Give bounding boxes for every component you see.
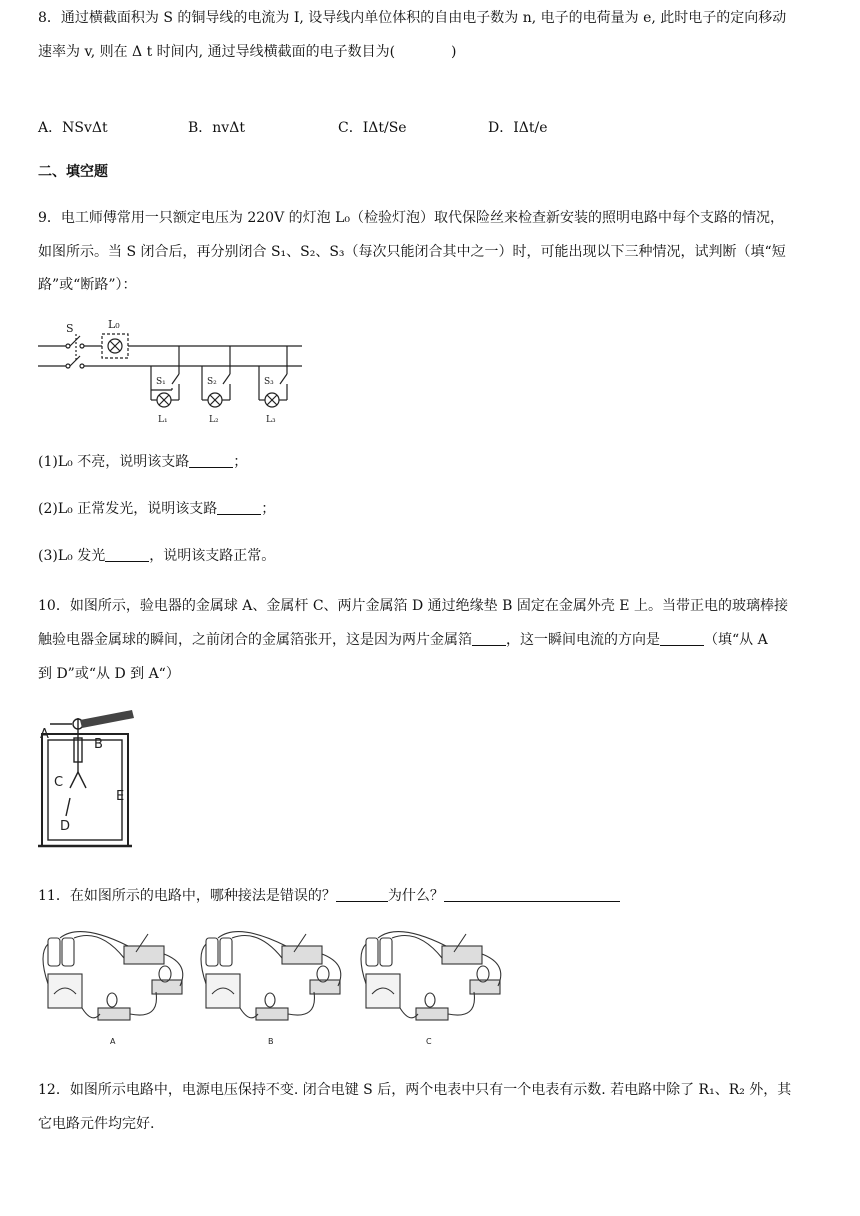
q12-line1: 12．如图所示电路中，电源电压保持不变. 闭合电键 S 后，两个电表中只有一个电表有示数. 若电路中除了 R₁、R₂ 外，其 — [38, 1082, 792, 1098]
blank[interactable] — [660, 629, 704, 646]
blank[interactable] — [217, 498, 261, 515]
q9-sub1: (1)L₀ 不亮，说明该支路 ； — [38, 448, 828, 476]
q9-line3: 路”或“断路”）： — [38, 277, 137, 293]
label-b: B — [94, 737, 103, 752]
q9-line1: 9．电工师傅常用一只额定电压为 220V 的灯泡 L₀（检验灯泡）取代保险丝来检查新安装的照明电路中每个支路的情况， — [38, 210, 784, 226]
q10-line2: 触验电器金属球的瞬间，之前闭合的金属箔张开，这是因为两片金属箔 ，这一瞬间电流的方向是 （填“从 A — [38, 626, 828, 654]
section-heading-fill-blank: 二、填空题 — [38, 164, 108, 180]
q8-line1: 8．通过横截面积为 S 的铜导线的电流为 I, 设导线内单位体积的自由电子数为 n, 电子的电荷量为 e, 此时电子的定向移动 — [38, 10, 787, 26]
q11-text: 11．在如图所示的电路中，哪种接法是错误的？ 为什么？ — [38, 882, 828, 910]
label-l3: L₃ — [266, 415, 276, 425]
q9-circuit-figure — [36, 314, 306, 434]
label-l2: L₂ — [209, 415, 219, 425]
fig-label-b: B — [268, 1037, 274, 1046]
label-l0: L₀ — [108, 318, 120, 331]
blank[interactable] — [472, 629, 506, 646]
q9-sub2: (2)L₀ 正常发光，说明该支路 ； — [38, 495, 828, 523]
q9-sub3: (3)L₀ 发光 ，说明该支路正常。 — [38, 542, 828, 570]
q9-line2: 如图所示。当 S 闭合后，再分别闭合 S₁、S₂、S₃（每次只能闭合其中之一）时，可能出现以下三种情况，试判断（填“短 — [38, 244, 786, 260]
blank[interactable] — [336, 885, 388, 902]
q8-option-b: B．nvΔt — [188, 120, 245, 136]
label-l1: L₁ — [158, 415, 168, 425]
q10-line1: 10．如图所示，验电器的金属球 A、金属杆 C、两片金属箔 D 通过绝缘垫 B 固定在金属外壳 E 上。当带正电的玻璃棒接 — [38, 598, 788, 614]
q8-options — [38, 114, 828, 142]
q11-circuit-photos — [40, 924, 510, 1048]
label-s: S — [66, 322, 74, 335]
fig-label-a: A — [110, 1037, 116, 1046]
label-s2: S₂ — [207, 377, 217, 387]
q10-line3: 到 D”或“从 D 到 A“） — [38, 666, 180, 682]
label-d: D — [60, 819, 71, 834]
label-c: C — [54, 775, 64, 790]
blank[interactable] — [105, 545, 149, 562]
label-s1: S₁ — [156, 377, 166, 387]
q12-line2: 它电路元件均完好. — [38, 1116, 155, 1132]
blank[interactable] — [444, 885, 620, 902]
label-a: A — [40, 727, 49, 742]
blank[interactable] — [189, 451, 233, 468]
q8-option-a: A．NSvΔt — [38, 120, 108, 136]
q8-option-d: D．IΔt/e — [488, 120, 548, 136]
label-e: E — [116, 789, 125, 804]
fig-label-c: C — [426, 1037, 432, 1046]
q8-line2: 速率为 v, 则在 Δ t 时间内, 通过导线横截面的电子数目为( ) — [38, 44, 457, 60]
q10-electroscope-figure — [36, 708, 156, 850]
label-s3: S₃ — [264, 377, 274, 387]
q8-option-c: C．IΔt/Se — [338, 120, 407, 136]
